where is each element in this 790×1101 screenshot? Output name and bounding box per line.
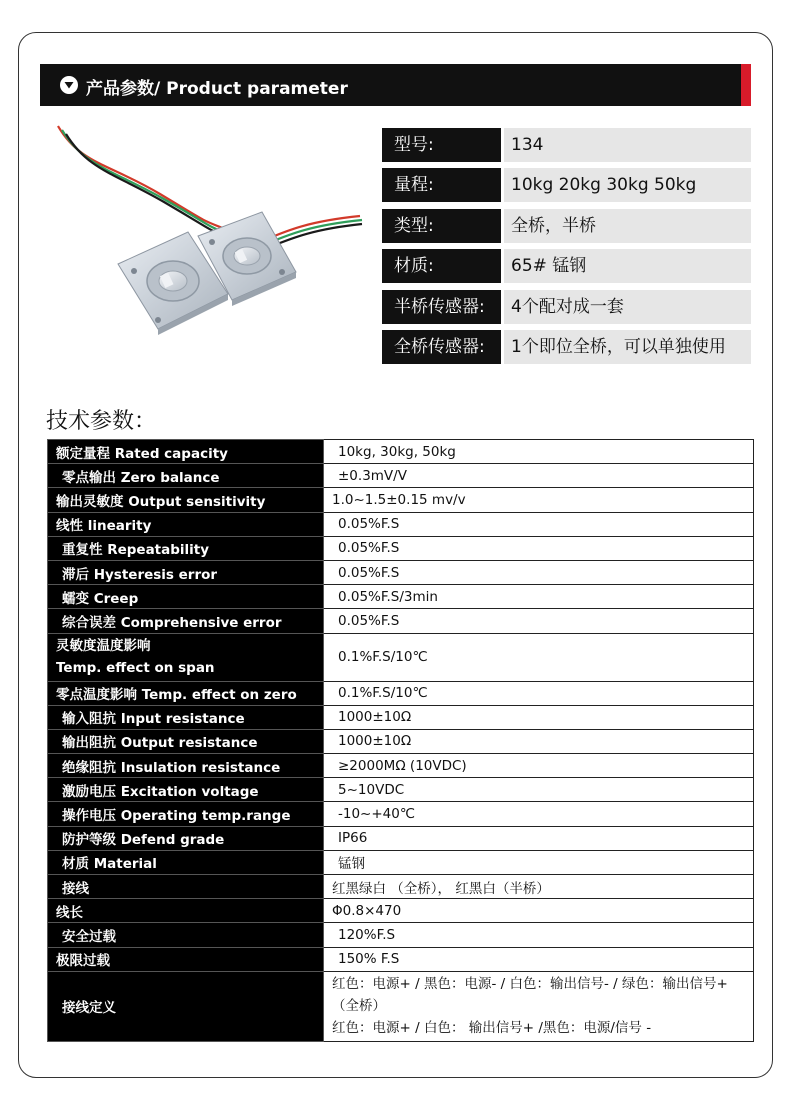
spec-summary bbox=[382, 128, 751, 370]
spec-row-full-bridge bbox=[382, 330, 751, 364]
param-value: 5~10VDC bbox=[324, 778, 754, 802]
param-value: 0.05%F.S/3min bbox=[324, 585, 754, 609]
param-label: 材质 Material bbox=[48, 850, 324, 874]
table-row bbox=[48, 899, 754, 923]
table-row bbox=[48, 947, 754, 971]
table-row bbox=[48, 971, 754, 1041]
param-value: 0.05%F.S bbox=[324, 609, 754, 633]
spec-value: 65# 锰钢 bbox=[504, 249, 751, 283]
param-value: 锰钢 bbox=[324, 850, 754, 874]
param-label-en: Temp. effect on span bbox=[56, 660, 215, 676]
section-header-bar bbox=[40, 64, 751, 106]
param-value: 0.1%F.S/10℃ bbox=[324, 633, 754, 681]
param-label: 输入阻抗 Input resistance bbox=[48, 705, 324, 729]
param-value: 红黑绿白 （全桥）， 红黑白（半桥） bbox=[324, 875, 754, 899]
param-label: 接线 bbox=[48, 875, 324, 899]
table-row bbox=[48, 802, 754, 826]
param-value: -10~+40℃ bbox=[324, 802, 754, 826]
param-value: 10kg, 30kg, 50kg bbox=[324, 440, 754, 464]
param-label: 零点温度影响 Temp. effect on zero bbox=[48, 681, 324, 705]
param-value: 0.05%F.S bbox=[324, 536, 754, 560]
param-value: ≥2000MΩ (10VDC) bbox=[324, 754, 754, 778]
spec-label: 量程: bbox=[382, 168, 501, 202]
spec-value: 全桥，半桥 bbox=[504, 209, 751, 243]
param-label: 线性 linearity bbox=[48, 512, 324, 536]
param-value: ±0.3mV/V bbox=[324, 464, 754, 488]
param-label: 综合误差 Comprehensive error bbox=[48, 609, 324, 633]
table-row bbox=[48, 440, 754, 464]
table-row bbox=[48, 850, 754, 874]
tech-params-title: 技术参数： bbox=[46, 409, 157, 434]
table-row bbox=[48, 729, 754, 753]
param-value: 120%F.S bbox=[324, 923, 754, 947]
tech-params-table bbox=[47, 439, 754, 1042]
param-label-cn: 灵敏度温度影响 bbox=[56, 638, 151, 654]
param-label: 滞后 Hysteresis error bbox=[48, 560, 324, 584]
param-value: 150% F.S bbox=[324, 947, 754, 971]
spec-label: 型号: bbox=[382, 128, 501, 162]
param-label: 额定量程 Rated capacity bbox=[48, 440, 324, 464]
param-label: 输出灵敏度 Output sensitivity bbox=[48, 488, 324, 512]
table-row bbox=[48, 705, 754, 729]
param-label: 极限过载 bbox=[48, 947, 324, 971]
table-row bbox=[48, 633, 754, 681]
param-label: 绝缘阻抗 Insulation resistance bbox=[48, 754, 324, 778]
param-value: IP66 bbox=[324, 826, 754, 850]
table-row bbox=[48, 681, 754, 705]
param-value: 1000±10Ω bbox=[324, 705, 754, 729]
param-label: 安全过载 bbox=[48, 923, 324, 947]
table-row bbox=[48, 560, 754, 584]
product-photo bbox=[50, 124, 370, 344]
param-value: Φ0.8×470 bbox=[324, 899, 754, 923]
spec-row-model bbox=[382, 128, 751, 162]
chevron-down-circle-icon bbox=[60, 76, 78, 94]
header-accent-stripe bbox=[741, 64, 751, 106]
spec-label: 材质: bbox=[382, 249, 501, 283]
param-value bbox=[324, 971, 754, 1041]
spec-row-material bbox=[382, 249, 751, 283]
table-row bbox=[48, 609, 754, 633]
spec-row-range bbox=[382, 168, 751, 202]
param-value: 0.05%F.S bbox=[324, 512, 754, 536]
table-row bbox=[48, 585, 754, 609]
param-label: 蠕变 Creep bbox=[48, 585, 324, 609]
param-label: 零点输出 Zero balance bbox=[48, 464, 324, 488]
param-label: 操作电压 Operating temp.range bbox=[48, 802, 324, 826]
param-value: 1.0~1.5±0.15 mv/v bbox=[324, 488, 754, 512]
table-row bbox=[48, 754, 754, 778]
param-label: 防护等级 Defend grade bbox=[48, 826, 324, 850]
param-value: 0.05%F.S bbox=[324, 560, 754, 584]
spec-value: 134 bbox=[504, 128, 751, 162]
spec-value: 10kg 20kg 30kg 50kg bbox=[504, 168, 751, 202]
spec-value: 4个配对成一套 bbox=[504, 290, 751, 324]
param-label: 激励电压 Excitation voltage bbox=[48, 778, 324, 802]
table-row bbox=[48, 512, 754, 536]
param-label bbox=[48, 633, 324, 681]
table-row bbox=[48, 778, 754, 802]
spec-row-type bbox=[382, 209, 751, 243]
table-row bbox=[48, 464, 754, 488]
spec-value: 1个即位全桥，可以单独使用 bbox=[504, 330, 751, 364]
param-value: 0.1%F.S/10℃ bbox=[324, 681, 754, 705]
wiring-half-bridge: 红色：电源+ / 白色： 输出信号+ /黑色：电源/信号 - bbox=[332, 1020, 652, 1037]
table-row bbox=[48, 923, 754, 947]
wiring-full-bridge: 红色：电源+ / 黑色：电源- / 白色：输出信号- / 绿色：输出信号+ （全桥） bbox=[332, 976, 728, 1015]
param-label: 线长 bbox=[48, 899, 324, 923]
table-row bbox=[48, 488, 754, 512]
table-row bbox=[48, 536, 754, 560]
param-label: 接线定义 bbox=[48, 971, 324, 1041]
table-row bbox=[48, 826, 754, 850]
param-label: 输出阻抗 Output resistance bbox=[48, 729, 324, 753]
section-header-title: 产品参数/ Product parameter bbox=[86, 79, 348, 99]
param-label: 重复性 Repeatability bbox=[48, 536, 324, 560]
spec-label: 类型: bbox=[382, 209, 501, 243]
spec-row-half-bridge bbox=[382, 290, 751, 324]
param-value: 1000±10Ω bbox=[324, 729, 754, 753]
spec-label: 全桥传感器: bbox=[382, 330, 501, 364]
table-row bbox=[48, 875, 754, 899]
spec-label: 半桥传感器: bbox=[382, 290, 501, 324]
